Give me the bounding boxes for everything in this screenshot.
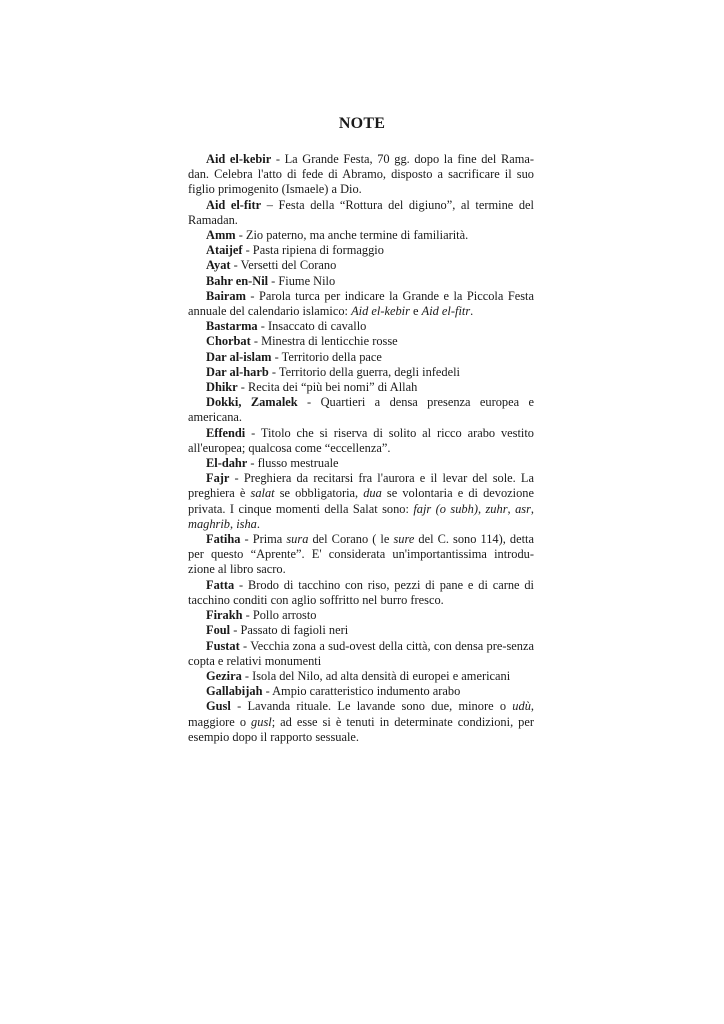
term-separator: - [234,577,248,592]
italic-term: udù [512,699,531,714]
definition-text: Titolo che si riserva di solito al ricco arabo vestito all'europea; qualcosa come “eccellenza”. [188,425,534,455]
glossary-term: Bahr en-Nil [206,273,269,288]
term-separator: - [245,288,260,303]
italic-term: maghrib [188,516,230,531]
glossary-entry [188,228,534,243]
glossary-entry [188,380,534,395]
glossary-definition [272,684,460,698]
term-separator: - [257,319,268,334]
glossary-term: Fatta [206,577,235,592]
glossary-term: Ayat [206,258,231,273]
glossary-term: Firakh [206,608,243,623]
definition-text: Quartieri a densa presenza europea e americana. [188,395,534,425]
italic-term: fajr (o subh) [413,501,478,516]
definition-text: Preghiera da recitarsi fra l'aurora e il levar del sole. La preghiera è [188,471,534,501]
definition-text: flusso mestruale [257,456,339,471]
definition-text: Recita dei “più bei nomi” di Allah [248,380,418,395]
glossary-entry [188,319,534,334]
term-separator: - [237,380,249,395]
definition-text: Territorio della guerra, degli infedeli [278,364,461,379]
italic-term: Aid el-fitr [421,304,471,319]
glossary-entry [188,608,534,623]
term-separator: - [247,456,258,471]
term-separator: - [297,395,321,410]
definition-text: Lavanda rituale. Le lavande sono due, minore o [247,699,513,714]
glossary-entry [188,243,534,258]
glossary-term: Fajr [206,471,230,486]
definition-text: Brodo di tacchino con riso, pezzi di pane e di carne di tacchino conditi con aglio soffritto nel burro fresco. [188,577,534,607]
glossary-entry [188,623,534,638]
definition-text: Pollo arrosto [252,608,317,623]
glossary-entry [188,395,534,425]
term-separator: - [240,532,253,547]
definition-text: se volontaria e di devozione privata. I cinque momenti della Salat sono: [188,486,534,516]
glossary-term: Gusl [206,699,231,714]
italic-term: gusl [251,714,272,729]
glossary-term: Fustat [206,638,240,653]
italic-term: sure [393,532,415,547]
glossary-definition [248,380,417,394]
glossary-entry [188,426,534,456]
definition-text: La Grande Festa, 70 gg. dopo la fine del Rama-dan. Celebra l'atto di fede di Abramo, disposto a sacrificare il suo figlio primogenito (Ismaele) a Dio. [188,152,534,197]
italic-term: salat [250,486,275,501]
definition-text: del C. sono 114), detta per questo “Aprente”. E' considerata un'importantissima introdu-zione al libro sacro. [188,532,535,577]
glossary-term: Ataijef [206,243,243,258]
definition-text: Parola turca per indicare la Grande e la Piccola Festa annuale del calendario islamico: [188,288,534,319]
definition-text: Insaccato di cavallo [267,319,367,334]
glossary-entry [188,350,534,365]
term-separator: - [241,668,253,683]
term-separator: - [250,334,262,349]
italic-term: sura [286,532,309,547]
definition-text: Festa della “Rottura del digiuno”, al termine del Ramadan. [188,197,534,227]
definition-text: . [256,516,260,531]
glossary-entry [188,699,534,745]
term-separator: - [245,425,261,440]
term-separator: - [230,699,248,714]
definition-text: Isola del Nilo, ad alta densità di europei e americani [252,668,511,683]
definition-text: Pasta ripiena di formaggio [252,243,384,258]
definition-text: Fiume Nilo [278,273,336,288]
glossary-definition [261,334,398,348]
term-separator: - [268,273,279,288]
glossary-entry [188,639,534,669]
glossary-entry [188,684,534,699]
definition-text: del Corano ( le [308,532,394,547]
definition-text: ; ad esse si è tenuti in determinate condizioni, per esempio dopo il rapporto sessuale. [188,714,535,744]
glossary-entry [188,152,534,198]
glossary-term: Dhikr [206,380,238,395]
term-separator: - [271,152,285,166]
glossary-term: Gezira [206,668,242,683]
definition-text: . [470,304,474,319]
glossary-term: Aid el-fitr [206,197,262,212]
glossary-term: Aid el-kebir [206,152,272,166]
page-title: NOTE [338,114,386,132]
definition-text: se obbligatoria, [274,486,364,501]
glossary-term: Effendi [206,425,246,440]
glossary-entry [188,334,534,349]
glossary-term: Bairam [206,288,246,303]
glossary-entry [188,289,534,319]
definition-text: , [507,501,516,516]
definition-text: e [409,304,422,319]
glossary-notes [188,152,534,745]
glossary-entry [188,471,534,532]
definition-text: Passato di fagioli neri [240,623,349,638]
definition-text: Zio paterno, ma anche termine di familiarità. [245,228,469,243]
definition-text: , [530,501,535,516]
glossary-entry [188,274,534,289]
definition-text: Ampio caratteristico indumento arabo [272,684,461,699]
term-separator: - [229,471,244,486]
definition-text: , maggiore o [188,699,534,729]
glossary-definition [240,623,348,637]
glossary-entry [188,532,534,578]
glossary-definition [282,350,382,364]
glossary-definition [258,456,339,470]
glossary-definition [268,319,366,333]
glossary-definition [253,608,317,622]
definition-text: , [230,516,237,531]
italic-term: zuhr [485,501,508,516]
italic-term: Aid el-kebir [351,304,410,319]
glossary-term: Gallabijah [206,684,263,699]
definition-text: Minestra di lenticchie rosse [261,334,398,349]
glossary-entry [188,578,534,608]
glossary-definition [279,365,460,379]
definition-text: Prima [252,532,287,547]
term-separator: - [242,608,253,623]
glossary-definition [278,274,335,288]
glossary-definition [246,228,468,242]
term-separator: - [230,623,241,638]
glossary-term: Dar al-islam [206,349,272,364]
glossary-definition [253,243,384,257]
glossary-entry [188,258,534,273]
term-separator: - [271,349,282,364]
glossary-entry [188,198,534,228]
glossary-term: Fatiha [206,532,241,547]
glossary-entry [188,456,534,471]
glossary-entry [188,669,534,684]
glossary-term: Bastarma [206,319,258,334]
glossary-term: Dokki, Zamalek [206,395,298,410]
glossary-definition [252,669,510,683]
italic-term: dua [363,486,382,501]
term-separator: – [261,197,279,212]
term-separator: - [239,638,251,653]
glossary-term: Dar al-harb [206,364,269,379]
term-separator: - [230,258,241,273]
definition-text: Versetti del Corano [240,258,337,273]
glossary-definition [241,258,337,272]
definition-text: Vecchia zona a sud-ovest della città, con densa pre-senza copta e relativi monumenti [188,638,534,668]
term-separator: - [262,684,273,699]
term-separator: - [235,228,246,243]
glossary-entry [188,365,534,380]
glossary-term: Foul [206,623,231,638]
definition-text: Territorio della pace [281,349,382,364]
italic-term: isha [236,516,257,531]
glossary-term: Amm [206,228,236,243]
glossary-term: Chorbat [206,334,251,349]
definition-text: , [477,501,486,516]
term-separator: - [242,243,253,258]
glossary-term: El-dahr [206,456,248,471]
term-separator: - [268,364,279,379]
italic-term: asr [515,501,531,516]
